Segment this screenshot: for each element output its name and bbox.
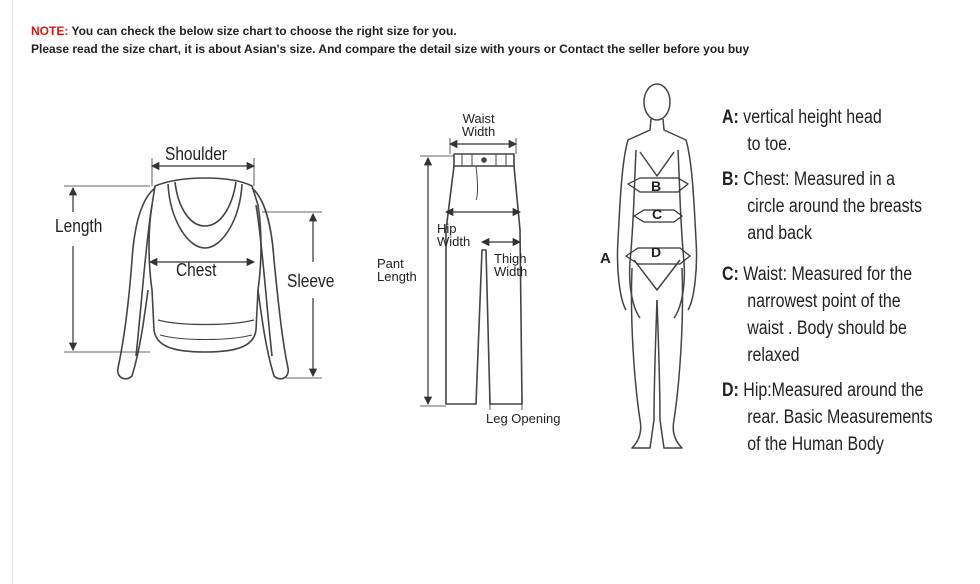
pant-label-line-1: Pant [377,256,404,271]
body-letter-b: B [651,178,662,194]
body-letter-d: D [651,244,662,260]
legend-a-line-2: to toe. [747,134,792,155]
legend-b-line-2: circle around the breasts [747,196,922,217]
length-label: Length [55,216,103,236]
pants-illustration [446,154,522,404]
chest-label: Chest [176,260,217,280]
legend-b [722,166,922,247]
shoulder-label: Shoulder [165,144,227,164]
legend-d-line-2: rear. Basic Measurements [747,407,933,428]
body-letter-c: C [652,206,663,222]
legend-d-key: D: [722,380,739,401]
thigh-label-line-2: Width [494,264,528,279]
legend-c [722,261,912,369]
legend-b-key: B: [722,169,739,190]
body-letter-a: A [600,250,611,267]
hip-label-line-2: Width [437,234,471,249]
waist-width-label [462,112,495,138]
legend-c-line-1: Waist: Measured for the [738,264,913,285]
human-body-illustration [617,84,696,448]
legend-c-line-4: relaxed [747,345,800,366]
legend-c-key: C: [722,264,739,285]
legend-a-key: A: [722,107,739,128]
legend-c-line-3: waist . Body should be [747,318,907,339]
note-prefix: NOTE: [31,24,69,38]
legend-d-line-3: of the Human Body [747,434,884,455]
waist-label-line-1: Waist [462,111,495,126]
sleeve-label: Sleeve [287,271,335,291]
legend-b-line-1: Chest: Measured in a [738,169,895,190]
legend-d-line-1: Hip:Measured around the [738,380,924,401]
legend-c-line-2: narrowest point of the [747,291,901,312]
pant-length-label [377,257,417,283]
legend-a [722,104,882,158]
hip-label-line-1: Hip [437,221,457,236]
hip-width-label [437,222,470,248]
waist-label-line-2: Width [462,124,496,139]
pant-label-line-2: Length [377,269,417,284]
legend-a-line-1: vertical height head [738,107,882,128]
note-line-2: Please read the size chart, it is about Asian's size. And compare the detail size with yours or Contact the seller before you buy [31,42,750,56]
thigh-label-line-1: Thigh [494,251,527,266]
legend-d [722,377,933,458]
note-line-1-text: You can check the below size chart to choose the right size for you. [68,24,457,38]
legend-b-line-3: and back [747,223,812,244]
thigh-width-label [494,252,527,278]
leg-opening-label: Leg Opening [486,411,561,426]
